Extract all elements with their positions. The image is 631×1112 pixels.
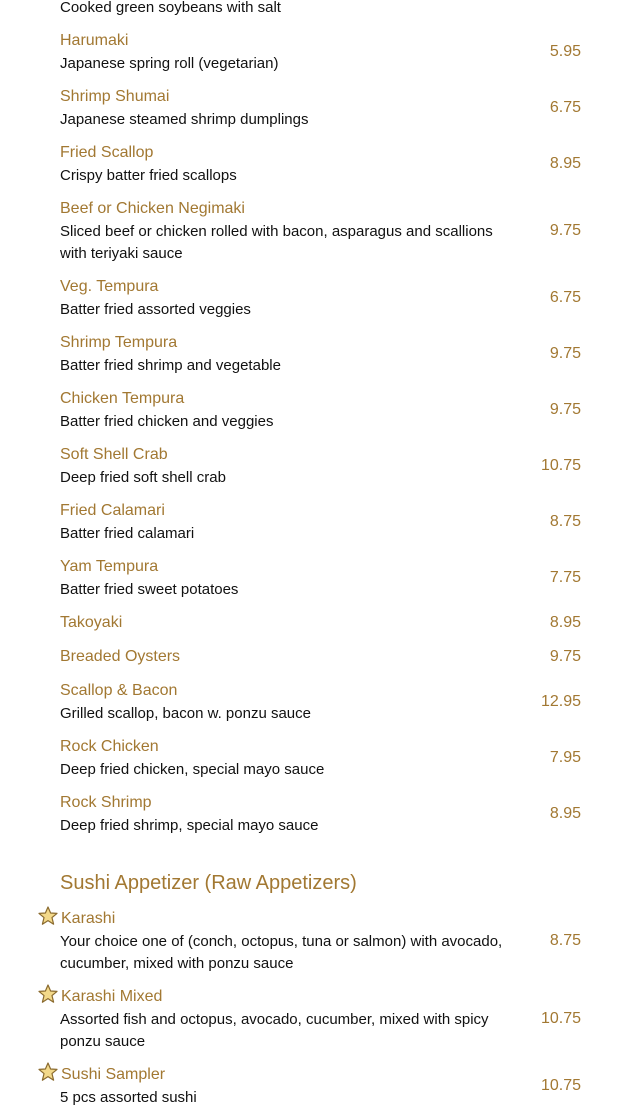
item-description: Batter fried assorted veggies bbox=[60, 301, 251, 318]
item-price: 8.95 bbox=[549, 805, 581, 822]
item-description: Assorted fish and octopus, avocado, cucumber, mixed with spicy ponzu sauce bbox=[60, 1011, 489, 1050]
item-price bbox=[501, 0, 581, 1]
item-price: 10.75 bbox=[540, 1077, 581, 1094]
item-name[interactable]: Rock Chicken bbox=[60, 738, 159, 755]
item-price: 6.75 bbox=[549, 99, 581, 116]
item-description: Your choice one of (conch, octopus, tuna or salmon) with avocado, cucumber, mixed with ponzu sauce bbox=[60, 933, 503, 972]
item-price: 8.75 bbox=[549, 513, 581, 530]
item-name[interactable]: Yam Tempura bbox=[60, 558, 159, 575]
item-price: 10.75 bbox=[540, 1010, 581, 1027]
item-name[interactable]: Scallop & Bacon bbox=[60, 682, 178, 699]
item-price: 9.75 bbox=[549, 222, 581, 239]
item-price: 10.75 bbox=[540, 457, 581, 474]
item-description: Deep fried chicken, special mayo sauce bbox=[60, 761, 325, 778]
item-description: Japanese spring roll (vegetarian) bbox=[60, 55, 279, 72]
item-name[interactable]: Veg. Tempura bbox=[60, 278, 159, 295]
item-name[interactable]: Fried Calamari bbox=[60, 502, 165, 519]
item-description: Grilled scallop, bacon w. ponzu sauce bbox=[60, 705, 311, 722]
item-name[interactable]: Chicken Tempura bbox=[60, 390, 185, 407]
item-price: 5.95 bbox=[549, 43, 581, 60]
item-price: 7.75 bbox=[549, 569, 581, 586]
star-icon bbox=[38, 1062, 58, 1082]
item-price: 9.75 bbox=[549, 401, 581, 418]
item-price: 6.75 bbox=[549, 289, 581, 306]
star-icon bbox=[38, 906, 58, 926]
item-description: Batter fried sweet potatoes bbox=[60, 581, 239, 598]
item-price: 7.95 bbox=[549, 749, 581, 766]
item-price: 9.75 bbox=[549, 648, 581, 665]
item-name[interactable]: Shrimp Shumai bbox=[60, 88, 170, 105]
item-description: Cooked green soybeans with salt bbox=[60, 0, 281, 16]
item-description: Deep fried shrimp, special mayo sauce bbox=[60, 817, 319, 834]
item-description: Japanese steamed shrimp dumplings bbox=[60, 111, 309, 128]
item-price: 12.95 bbox=[540, 693, 581, 710]
item-description: Crispy batter fried scallops bbox=[60, 167, 237, 184]
item-description: 5 pcs assorted sushi bbox=[60, 1089, 197, 1106]
item-name[interactable]: Harumaki bbox=[60, 32, 129, 49]
star-icon bbox=[38, 984, 58, 1004]
section-title: Sushi Appetizer (Raw Appetizers) bbox=[60, 872, 357, 894]
item-price: 9.75 bbox=[549, 345, 581, 362]
item-price: 8.95 bbox=[549, 155, 581, 172]
item-description: Batter fried shrimp and vegetable bbox=[60, 357, 281, 374]
item-name[interactable]: Soft Shell Crab bbox=[60, 446, 168, 463]
item-price: 8.95 bbox=[549, 614, 581, 631]
item-description: Batter fried chicken and veggies bbox=[60, 413, 274, 430]
item-name[interactable]: Rock Shrimp bbox=[60, 794, 152, 811]
item-name[interactable]: Breaded Oysters bbox=[60, 648, 181, 665]
item-name[interactable]: Takoyaki bbox=[60, 614, 123, 631]
item-description: Batter fried calamari bbox=[60, 525, 195, 542]
item-name[interactable]: Karashi bbox=[61, 910, 116, 927]
item-name[interactable]: Sushi Sampler bbox=[61, 1066, 166, 1083]
item-price: 8.75 bbox=[549, 932, 581, 949]
item-description: Deep fried soft shell crab bbox=[60, 469, 226, 486]
item-description: Sliced beef or chicken rolled with bacon, asparagus and scallions with teriyaki sauce bbox=[60, 223, 493, 262]
item-name[interactable]: Fried Scallop bbox=[60, 144, 154, 161]
item-name[interactable]: Shrimp Tempura bbox=[60, 334, 178, 351]
item-name[interactable]: Beef or Chicken Negimaki bbox=[60, 200, 245, 217]
item-name[interactable]: Karashi Mixed bbox=[61, 988, 163, 1005]
